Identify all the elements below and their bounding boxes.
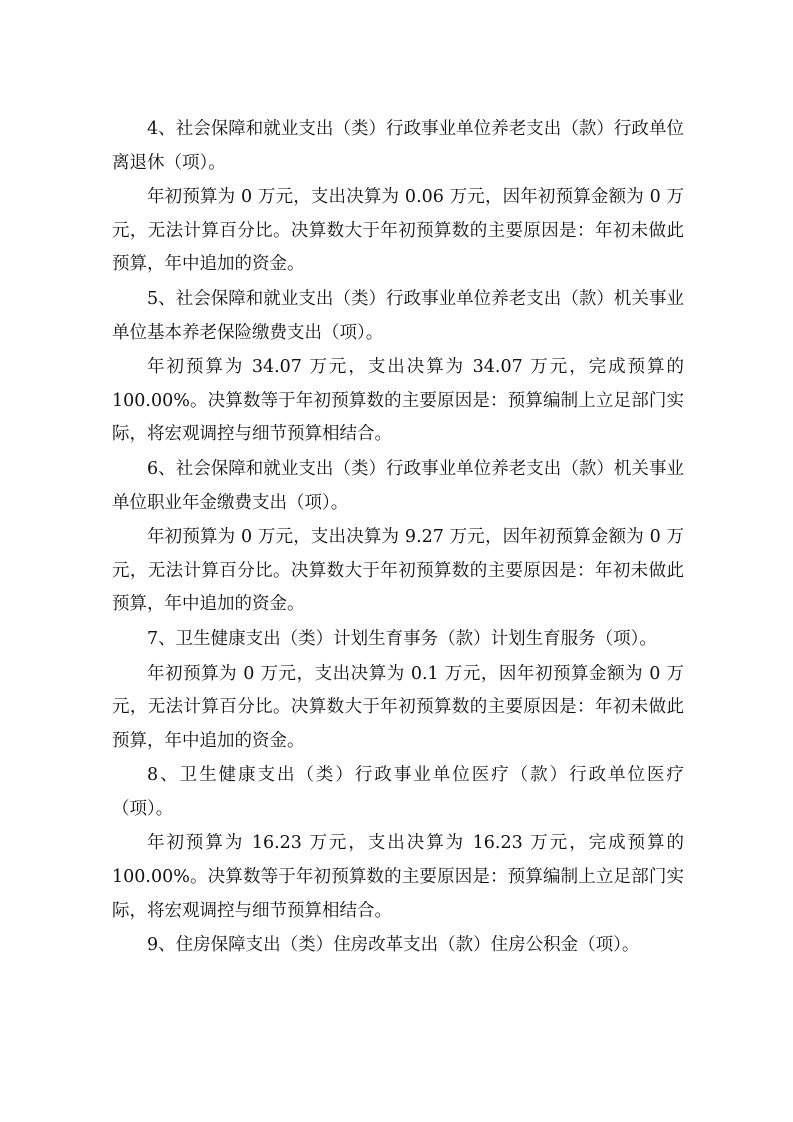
- item-paragraph: 年初预算为 0 万元，支出决算为 9.27 万元，因年初预算金额为 0 万元，无法计算百分比。决算数大于年初预算数的主要原因是：年初未做此预算，年中追加的资金。: [112, 527, 684, 615]
- item-heading: 7、卫生健康支出（类）计划生育事务（款）计划生育服务（项）。: [147, 628, 657, 649]
- item-paragraph: 年初预算为 16.23 万元，支出决算为 16.23 万元，完成预算的100.00%。决算数等于年初预算数的主要原因是：预算编制上立足部门实际，将宏观调控与细节预算相结合。: [112, 833, 684, 921]
- item-heading: 8、卫生健康支出（类）行政事业单位医疗（款）行政单位医疗（项）。: [112, 765, 684, 819]
- item-heading: 9、住房保障支出（类）住房改革支出（款）住房公积金（项）。: [147, 935, 640, 956]
- item-heading: 4、社会保障和就业支出（类）行政事业单位养老支出（款）行政单位离退休（项）。: [112, 119, 684, 173]
- item-paragraph: 年初预算为 0 万元，支出决算为 0.06 万元，因年初预算金额为 0 万元，无法计算百分比。决算数大于年初预算数的主要原因是：年初未做此预算，年中追加的资金。: [112, 187, 684, 275]
- item-paragraph: 年初预算为 34.07 万元，支出决算为 34.07 万元，完成预算的100.00%。决算数等于年初预算数的主要原因是：预算编制上立足部门实际，将宏观调控与细节预算相结合。: [112, 357, 684, 445]
- item-paragraph: 年初预算为 0 万元，支出决算为 0.1 万元，因年初预算金额为 0 万元，无法计算百分比。决算数大于年初预算数的主要原因是：年初未做此预算，年中追加的资金。: [112, 663, 684, 751]
- item-heading: 6、社会保障和就业支出（类）行政事业单位养老支出（款）机关事业单位职业年金缴费支出（项）。: [112, 458, 684, 513]
- document-body: [112, 113, 684, 964]
- item-heading: 5、社会保障和就业支出（类）行政事业单位养老支出（款）机关事业单位基本养老保险缴费支出（项）。: [112, 288, 684, 343]
